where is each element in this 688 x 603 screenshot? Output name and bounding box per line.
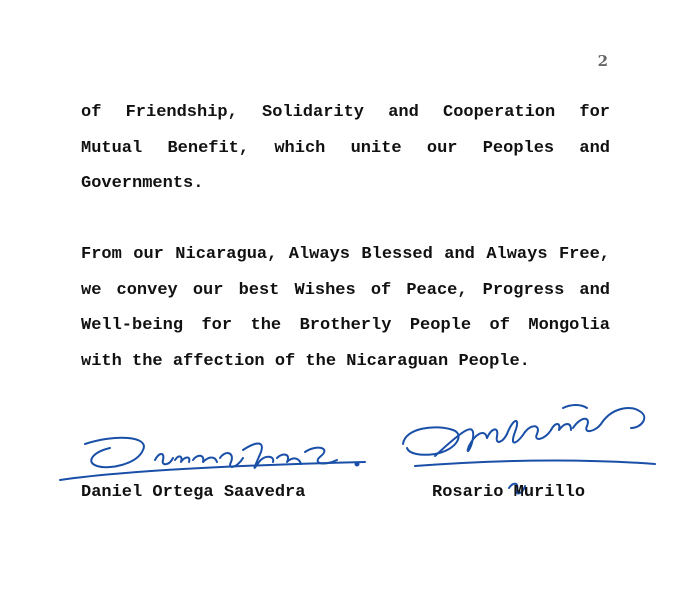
signatory-name-daniel-ortega: Daniel Ortega Saavedra <box>81 483 306 502</box>
signatory-name-rosario-murillo: Rosario Murillo <box>432 483 586 502</box>
page-number: 2 <box>597 52 608 70</box>
body-paragraph-closing: of Friendship, Solidarity and Cooperation for Mutual Benefit, which unite our Peoples and Governments. <box>81 103 610 193</box>
body-paragraph-wishes: From our Nicaragua, Always Blessed and Always Free, we convey our best Wishes of Peace, Progress and Well-being for the Brotherly People of Mongolia with the affection of the Nicaraguan People. <box>81 245 610 371</box>
signature-daniel-ortega <box>55 422 375 492</box>
